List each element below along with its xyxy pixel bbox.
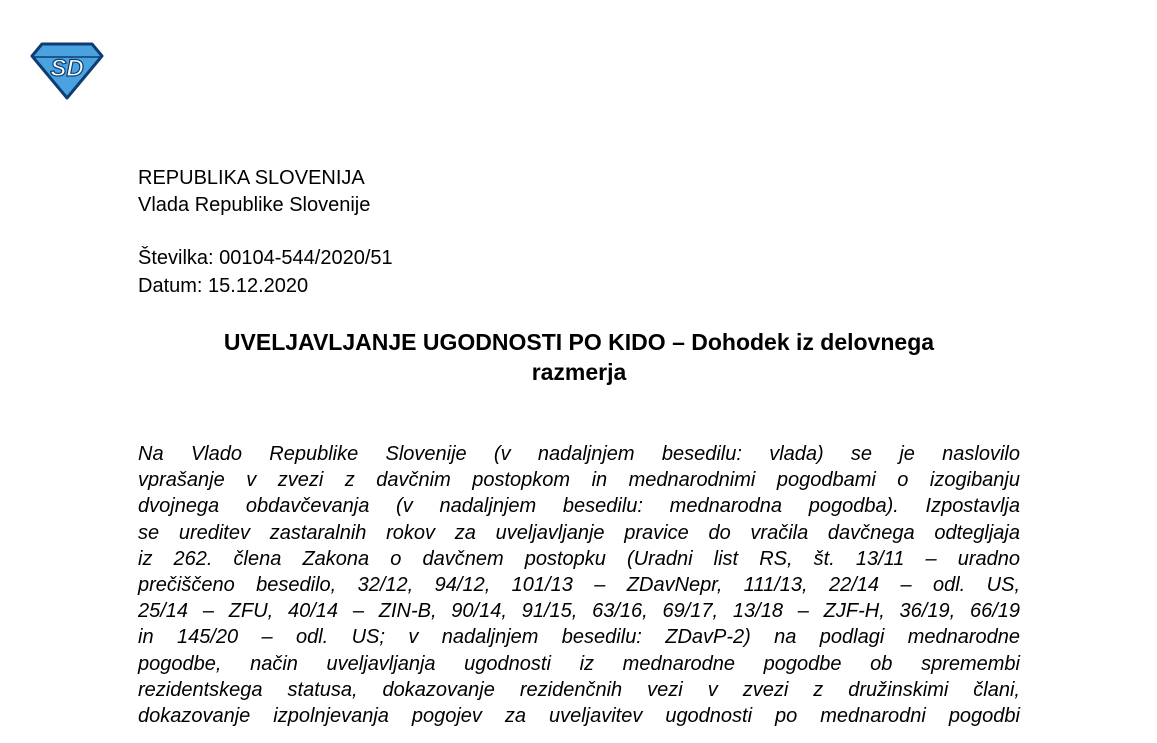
document-title: [138, 327, 1020, 387]
body-line: prečiščeno besedilo, 32/12, 94/12, 101/13 – ZDavNepr, 111/13, 22/14 – odl. US,: [138, 573, 1020, 596]
body-line: dvojnega obdavčevanja (v nadaljnjem besedilu: mednarodna pogodba). Izpostavlja: [138, 495, 1020, 518]
body-line: se ureditev zastaralnih rokov za uveljavljanje pravice do vračila davčnega odtegljaja: [138, 521, 1020, 544]
header-government: Vlada Republike Slovenije: [138, 194, 371, 216]
document-date: Datum: 15.12.2020: [138, 275, 309, 297]
document-meta: [138, 244, 393, 300]
body-line: rezidentskega statusa, dokazovanje rezidenčnih vezi v zvezi z družinskimi člani,: [138, 678, 1020, 701]
body-line: iz 262. člena Zakona o davčnem postopku (Uradni list RS, št. 13/11 – uradno: [138, 547, 1020, 570]
logo-letters: SD: [50, 55, 84, 82]
body-line: pogodbe, način uveljavljanja ugodnosti iz mednarodne pogodbe ob spremembi: [138, 652, 1020, 675]
body-line: vprašanje v zvezi z davčnim postopkom in mednarodnimi pogodbami o izogibanju: [138, 469, 1020, 492]
body-line: 25/14 – ZFU, 40/14 – ZIN-B, 90/14, 91/15, 63/16, 69/17, 13/18 – ZJF-H, 36/19, 66/19: [138, 600, 1020, 623]
body-line: dokazovanje izpolnjevanja pogojev za uveljavitev ugodnosti po mednarodni pogodbi: [138, 704, 1020, 727]
body-line: Na Vlado Republike Slovenije (v nadaljnjem besedilu: vlada) se je naslovilo: [138, 443, 1020, 465]
body-paragraph: [138, 441, 1020, 729]
document-number: Številka: 00104-544/2020/51: [138, 247, 393, 269]
sender-header: [138, 165, 370, 219]
title-line-2: razmerja: [531, 359, 627, 385]
title-line-1: UVELJAVLJANJE UGODNOSTI PO KIDO – Dohodek iz delovnega: [223, 329, 935, 355]
sd-logo-icon: [30, 40, 104, 100]
body-line: in 145/20 – odl. US; v nadaljnjem besedilu: ZDavP-2) na podlagi mednarodne: [138, 626, 1020, 649]
header-country: REPUBLIKA SLOVENIJA: [138, 167, 365, 189]
